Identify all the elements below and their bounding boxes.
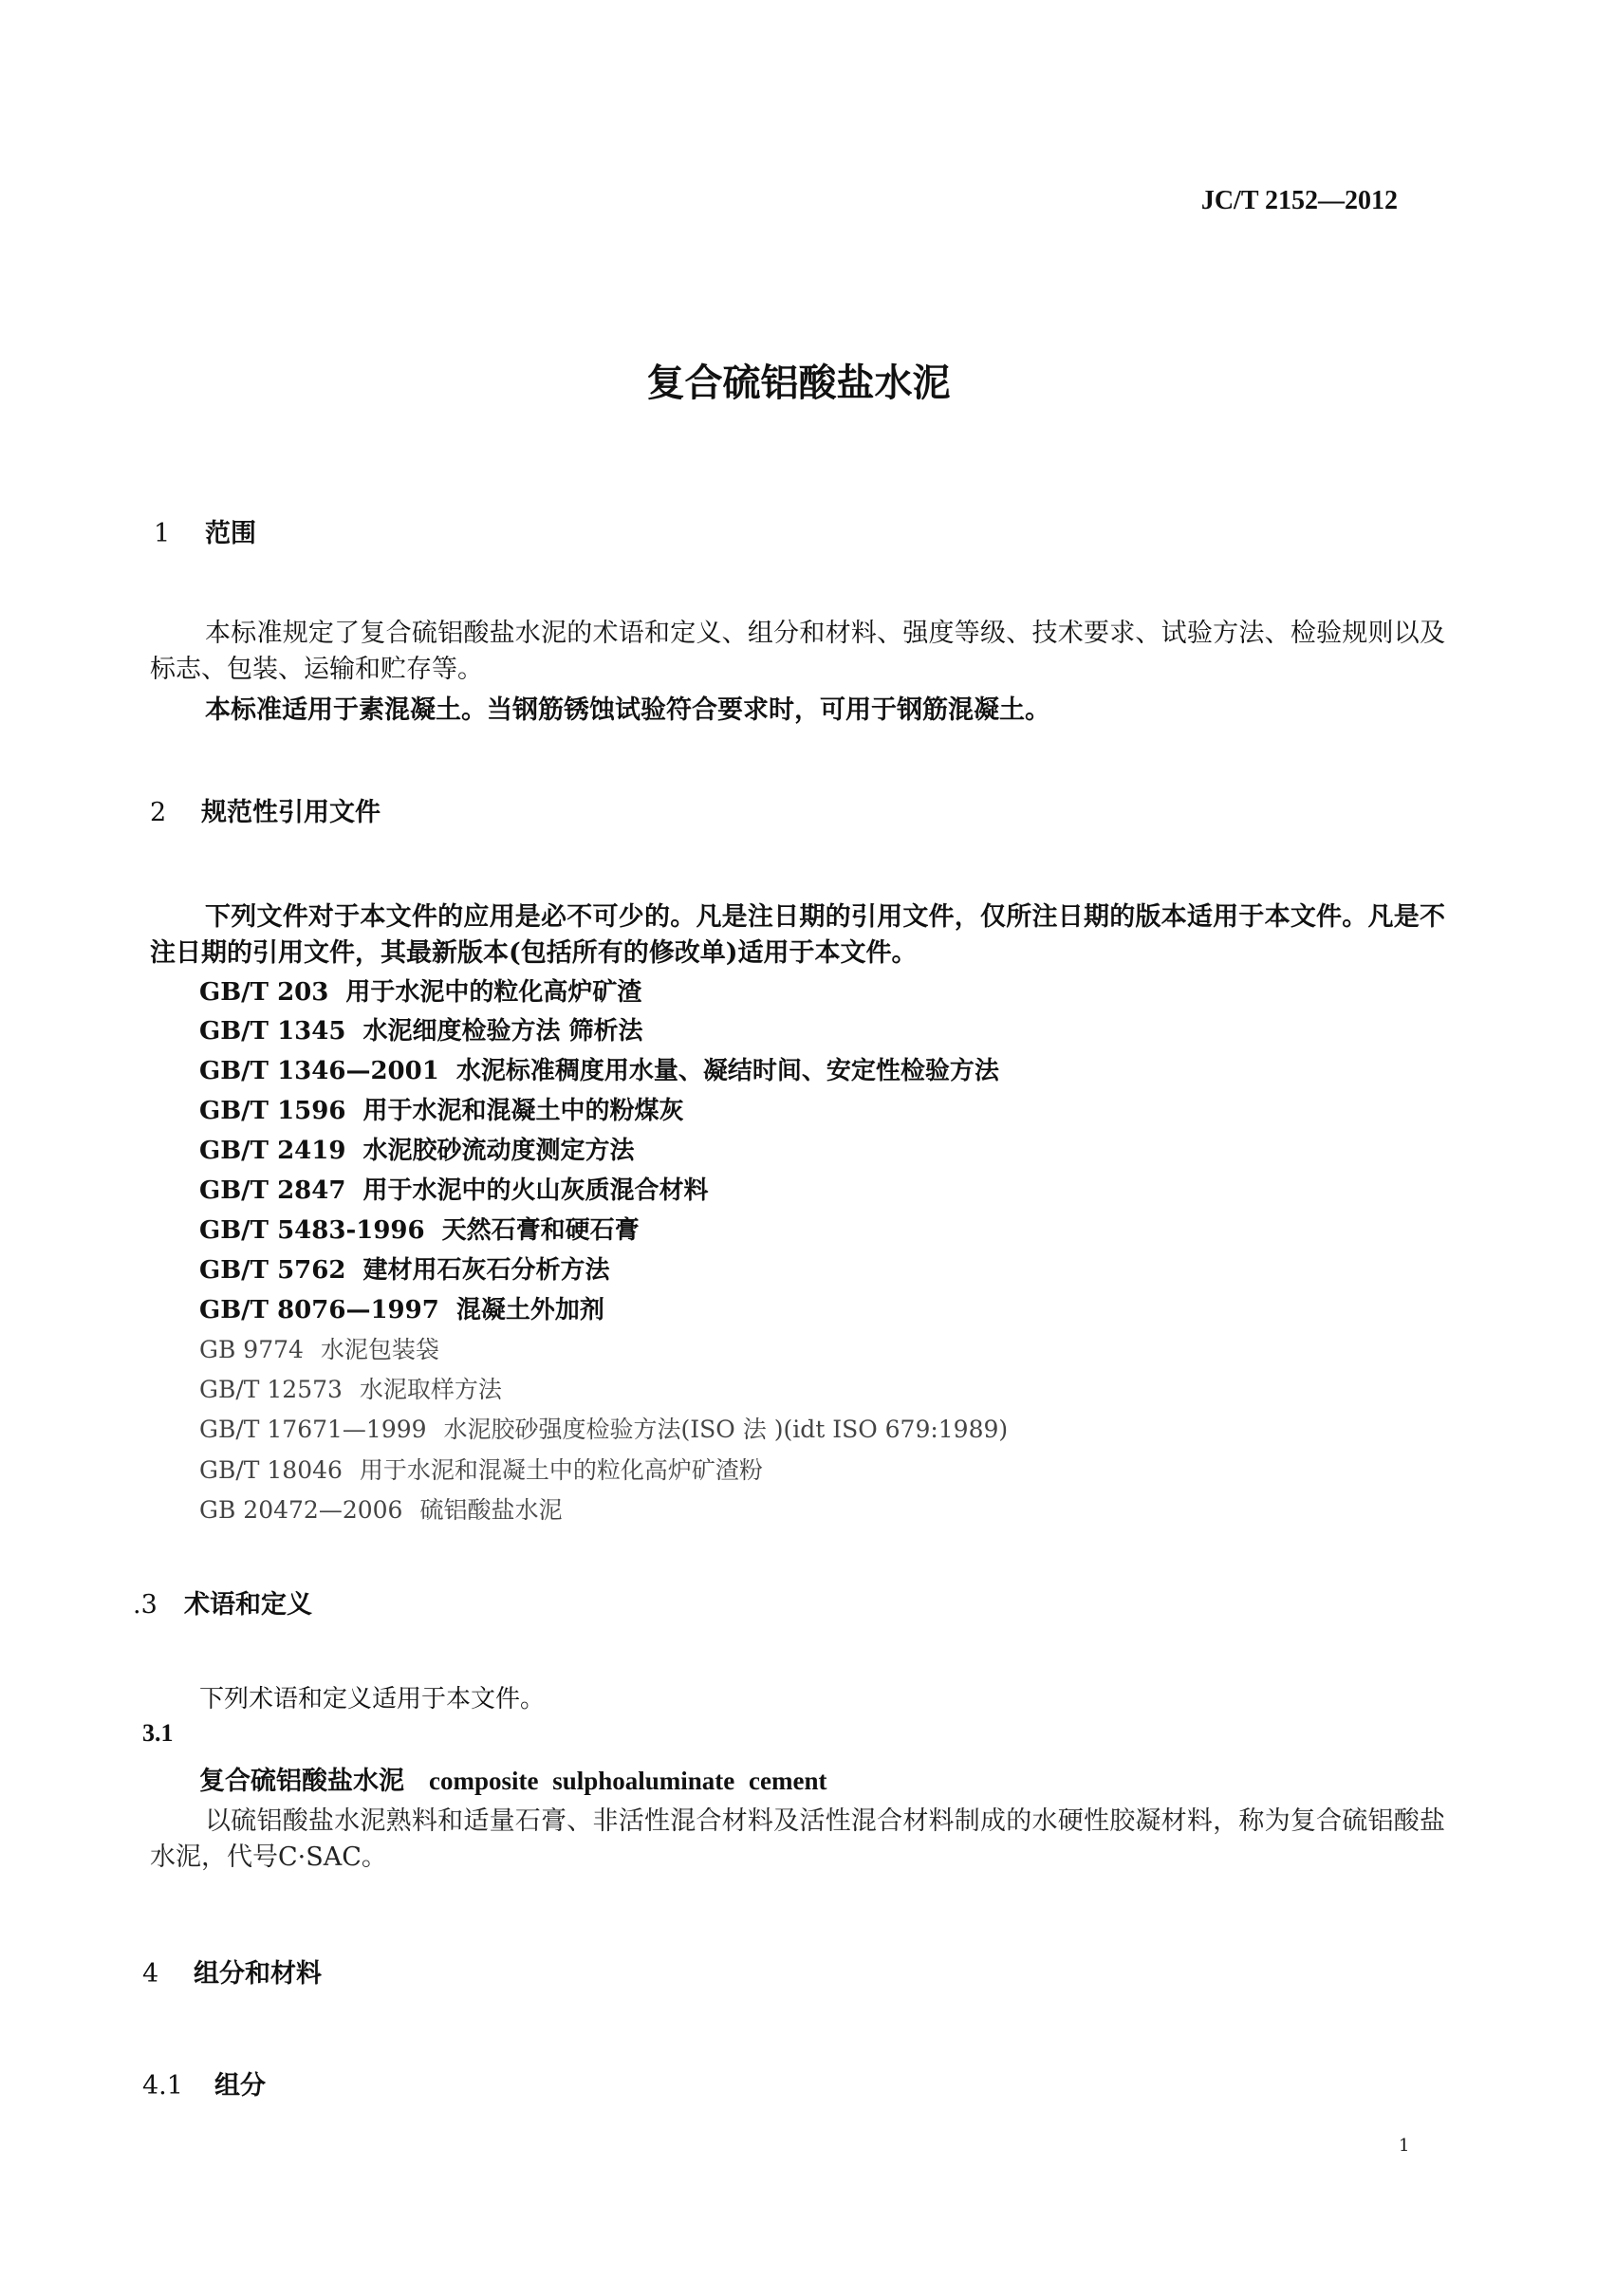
reference-code: GB 9774 — [199, 1336, 304, 1363]
reference-code: GB 20472—2006 — [199, 1496, 403, 1524]
reference-title: 用于水泥和混凝土中的粒化高炉矿渣粉 — [359, 1456, 763, 1484]
section-2-heading — [150, 791, 381, 828]
reference-title: 硫铝酸盐水泥 — [419, 1496, 563, 1524]
term-english: composite sulphoaluminate cement — [429, 1767, 827, 1795]
section-title: 术语和定义 — [184, 1590, 312, 1620]
reference-title: 建材用石灰石分析方法 — [362, 1256, 610, 1285]
section-title: 组分和材料 — [194, 1959, 322, 1989]
section-4-1-heading — [142, 2065, 266, 2102]
reference-title: 用于水泥和混凝土中的粉煤灰 — [362, 1097, 684, 1125]
reference-code: GB/T 18046 — [199, 1456, 343, 1484]
reference-title: 水泥细度检验方法 筛析法 — [362, 1017, 643, 1046]
standard-code: JC/T 2152—2012 — [1200, 186, 1398, 215]
term-number: 3.1 — [142, 1719, 174, 1747]
reference-code: GB/T 1345 — [199, 1017, 346, 1046]
reference-item — [199, 1290, 604, 1325]
reference-title: 用于水泥中的火山灰质混合材料 — [362, 1176, 709, 1205]
reference-item — [199, 1250, 609, 1286]
section-title: 组分 — [214, 2071, 266, 2101]
section-title: 范围 — [205, 519, 256, 548]
section-1-heading — [154, 512, 256, 549]
reference-item — [199, 1371, 502, 1405]
scope-paragraph-2: 本标准适用于素混凝土。当钢筋锈蚀试验符合要求时，可用于钢筋混凝土。 — [205, 695, 1050, 725]
section-number: 4 — [142, 1959, 159, 1989]
reference-title: 水泥标准稠度用水量、凝结时间、安定性检验方法 — [455, 1057, 999, 1085]
section-number: .3 — [133, 1590, 158, 1620]
section-number: 2 — [150, 798, 167, 827]
reference-code: GB/T 8076—1997 — [199, 1296, 439, 1324]
section-title: 规范性引用文件 — [201, 798, 381, 827]
reference-item — [199, 1331, 439, 1365]
scope-paragraph-1: 本标准规定了复合硫铝酸盐水泥的术语和定义、组分和材料、强度等级、技术要求、试验方法、检验规则以及标志、包装、运输和贮存等。 — [150, 619, 1445, 684]
reference-item — [199, 1011, 643, 1046]
normative-intro: 下列文件对于本文件的应用是必不可少的。凡是注日期的引用文件，仅所注日期的版本适用于本文件。凡是不注日期的引用文件，其最新版本(包括所有的修改单)适用于本文件。 — [150, 902, 1445, 968]
reference-item — [199, 1411, 1008, 1445]
section-4-heading — [142, 1953, 322, 1990]
reference-code: GB/T 5483-1996 — [199, 1216, 425, 1245]
reference-item — [199, 1171, 708, 1206]
term-definition: 以硫铝酸盐水泥熟料和适量石膏、非活性混合材料及活性混合材料制成的水硬性胶凝材料，称为复合硫铝酸盐水泥，代号C·SAC。 — [150, 1806, 1445, 1872]
reference-title: 水泥胶砂强度检验方法(ISO 法 )(idt ISO 679:1989) — [443, 1416, 1009, 1443]
section-number: 4.1 — [142, 2071, 183, 2101]
document-title: 复合硫铝酸盐水泥 — [646, 361, 951, 405]
reference-title: 水泥胶砂流动度测定方法 — [362, 1137, 635, 1165]
reference-item — [199, 1491, 562, 1526]
reference-item — [199, 1452, 763, 1486]
reference-item — [199, 1091, 683, 1126]
reference-code: GB/T 2419 — [199, 1137, 346, 1165]
reference-item — [199, 1211, 640, 1246]
reference-code: GB/T 2847 — [199, 1176, 346, 1205]
reference-item — [199, 972, 641, 1008]
reference-title: 用于水泥中的粒化高炉矿渣 — [345, 978, 642, 1007]
reference-title: 混凝土外加剂 — [455, 1296, 604, 1324]
reference-title: 水泥取样方法 — [359, 1376, 502, 1403]
section-3-heading — [133, 1583, 312, 1620]
reference-code: GB/T 1596 — [199, 1097, 346, 1125]
reference-code: GB/T 17671—1999 — [199, 1416, 427, 1443]
reference-item — [199, 1131, 634, 1166]
reference-title: 天然石膏和硬石膏 — [441, 1216, 640, 1245]
reference-code: GB/T 5762 — [199, 1256, 346, 1285]
term-chinese: 复合硫铝酸盐水泥 — [199, 1767, 404, 1796]
reference-title: 水泥包装袋 — [320, 1336, 439, 1363]
reference-item — [199, 1051, 999, 1086]
reference-code: GB/T 203 — [199, 978, 329, 1007]
reference-code: GB/T 12573 — [199, 1376, 343, 1403]
term-heading — [199, 1760, 826, 1797]
terms-intro: 下列术语和定义适用于本文件。 — [199, 1685, 546, 1713]
section-number: 1 — [154, 519, 171, 548]
page-number: 1 — [1399, 2136, 1410, 2156]
reference-code: GB/T 1346—2001 — [199, 1057, 439, 1085]
